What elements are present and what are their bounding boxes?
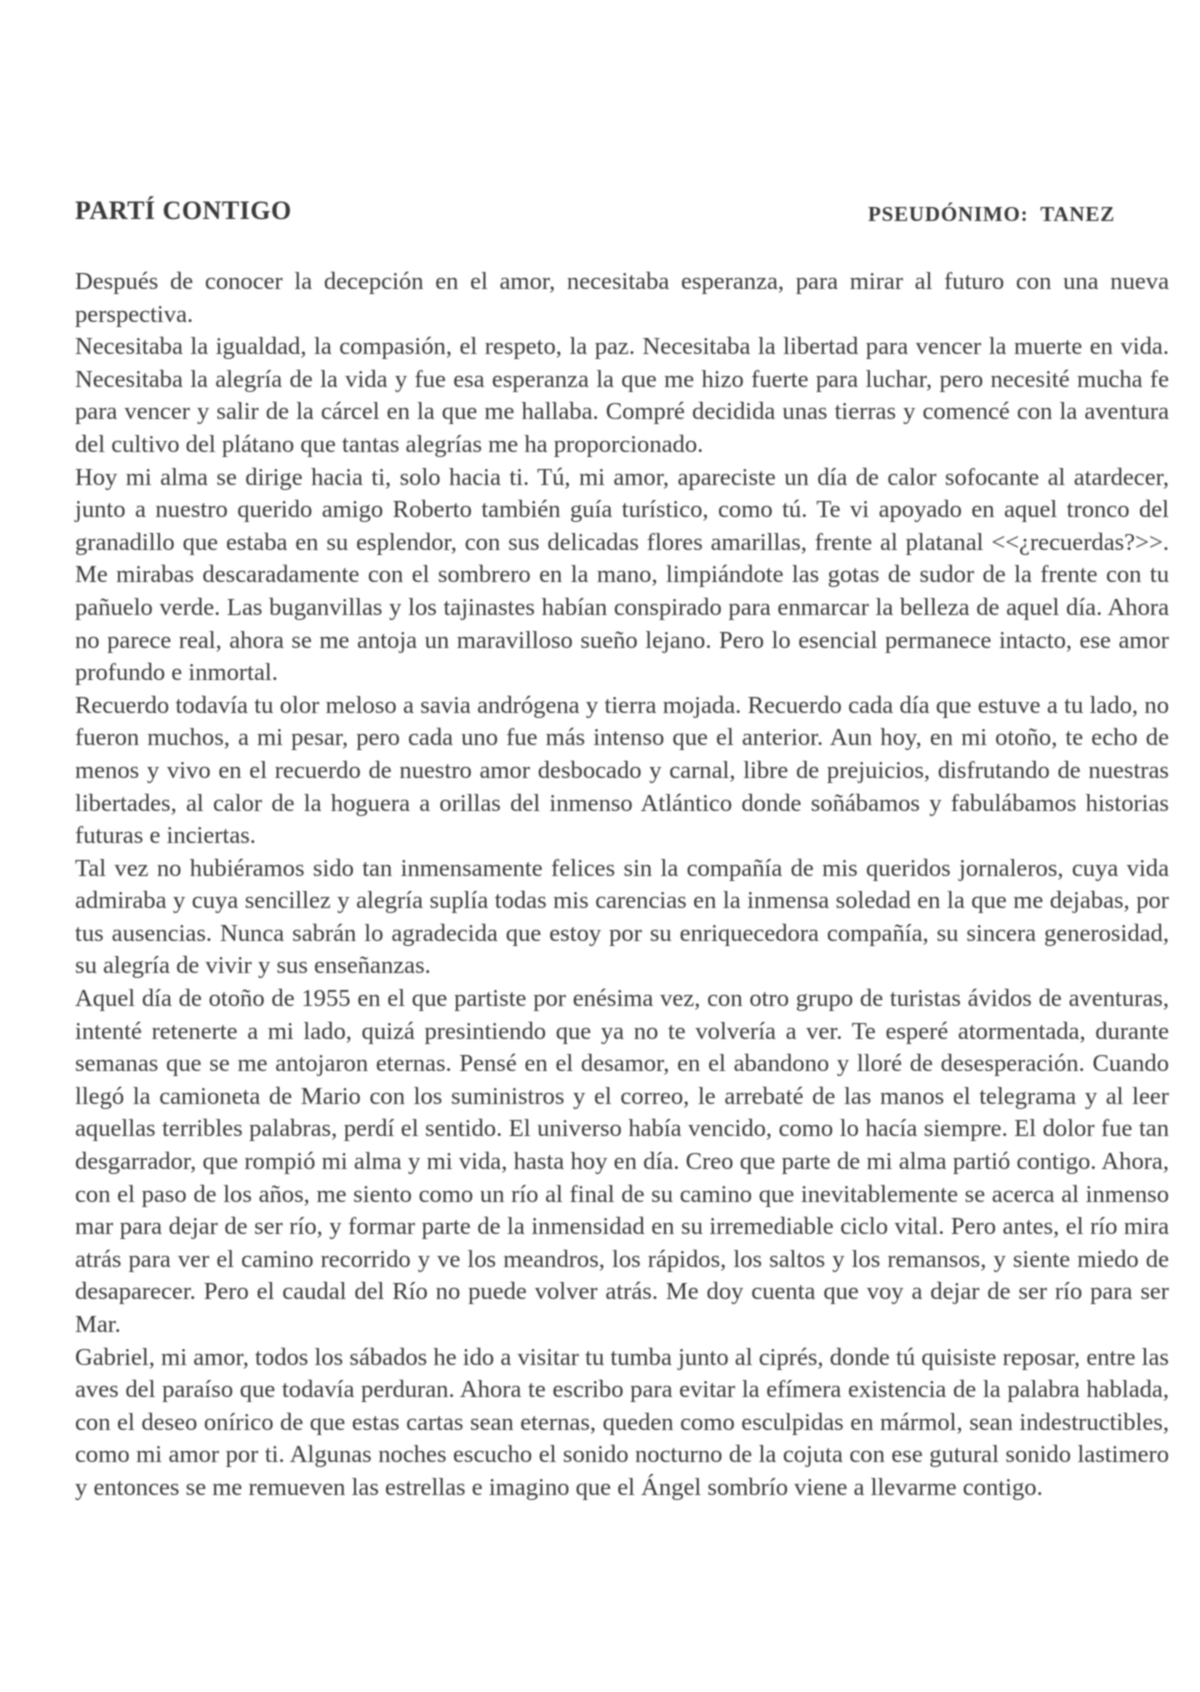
pseudonym-line [868, 202, 1115, 227]
document-title: PARTÍ CONTIGO [75, 196, 292, 225]
paragraph: Aquel día de otoño de 1955 en el que partiste por enésima vez, con otro grupo de turistas ávidos de aventuras, intenté retenerte a mi lado, quizá presintiendo que ya no te volvería a ver. Te esperé atormentada, durante semanas que se me antojaron eternas. Pensé en el desamor, en el abandono y lloré de desesperación. Cuando llegó la camioneta de Mario con los suministros y el correo, le arrebaté de las manos el telegrama y al leer aquellas terribles palabras, perdí el sentido. El universo había vencido, como lo hacía siempre. El dolor fue tan desgarrador, que rompió mi alma y mi vida, hasta hoy en día. Creo que parte de mi alma partió contigo. Ahora, con el paso de los años, me siento como un río al final de su camino que inevitablemente se acerca al inmenso mar para dejar de ser río, y formar parte de la inmensidad en su irremediable ciclo vital. Pero antes, el río mira atrás para ver el camino recorrido y ve los meandros, los rápidos, los saltos y los remansos, y siente miedo de desaparecer. Pero el caudal del Río no puede volver atrás. Me doy cuenta que voy a dejar de ser río para ser Mar. [75, 985, 1169, 1338]
paragraph: Después de conocer la decepción en el amor, necesitaba esperanza, para mirar al futuro con una nueva perspectiva. [75, 268, 1169, 328]
paragraph: Necesitaba la igualdad, la compasión, el respeto, la paz. Necesitaba la libertad para vencer la muerte en vida. Necesitaba la alegría de la vida y fue esa esperanza la que me hizo fuerte para luchar, pero necesité mucha fe para vencer y salir de la cárcel en la que me hallaba. Compré decidida unas tierras y comencé con la aventura del cultivo del plátano que tantas alegrías me ha proporcionado. [75, 333, 1169, 458]
pseudonym-value: TANEZ [1040, 202, 1115, 226]
paragraph: Hoy mi alma se dirige hacia ti, solo hacia ti. Tú, mi amor, apareciste un día de calor sofocante al atardecer, junto a nuestro querido amigo Roberto también guía turístico, como tú. Te vi apoyado en aquel tronco del granadillo que estaba en su esplendor, con sus delicadas flores amarillas, frente al platanal <<¿recuerdas?>>. Me mirabas descaradamente con el sombrero en la mano, limpiándote las gotas de sudor de la frente con tu pañuelo verde. Las buganvillas y los tajinastes habían conspirado para enmarcar la belleza de aquel día. Ahora no parece real, ahora se me antoja un maravilloso sueño lejano. Pero lo esencial permanece intacto, ese amor profundo e inmortal. [75, 463, 1169, 687]
paragraph: Recuerdo todavía tu olor meloso a savia andrógena y tierra mojada. Recuerdo cada día que estuve a tu lado, no fueron muchos, a mi pesar, pero cada uno fue más intenso que el anterior. Aun hoy, en mi otoño, te echo de menos y vivo en el recuerdo de nuestro amor desbocado y carnal, libre de prejuicios, disfrutando de nuestras libertades, al calor de la hoguera a orillas del inmenso Atlántico donde soñábamos y fabulábamos historias futuras e inciertas. [75, 691, 1169, 850]
document-body [75, 266, 1169, 1505]
paragraph: Tal vez no hubiéramos sido tan inmensamente felices sin la compañía de mis queridos jornaleros, cuya vida admiraba y cuya sencillez y alegría suplía todas mis carencias en la inmensa soledad en la que me dejabas, por tus ausencias. Nunca sabrán lo agradecida que estoy por su enriquecedora compañía, su sincera generosidad, su alegría de vivir y sus enseñanzas. [75, 854, 1169, 980]
paragraph: Gabriel, mi amor, todos los sábados he ido a visitar tu tumba junto al ciprés, donde tú quisiste reposar, entre las aves del paraíso que todavía perduran. Ahora te escribo para evitar la efímera existencia de la palabra hablada, con el deseo onírico de que estas cartas sean eternas, queden como esculpidas en mármol, sean indestructibles, como mi amor por ti. Algunas noches escucho el sonido nocturno de la cojuta con ese gutural sonido lastimero y entonces se me remueven las estrellas e imagino que el Ángel sombrío viene a llevarme contigo. [75, 1343, 1169, 1501]
pseudonym-label: PSEUDÓNIMO: [868, 202, 1029, 226]
